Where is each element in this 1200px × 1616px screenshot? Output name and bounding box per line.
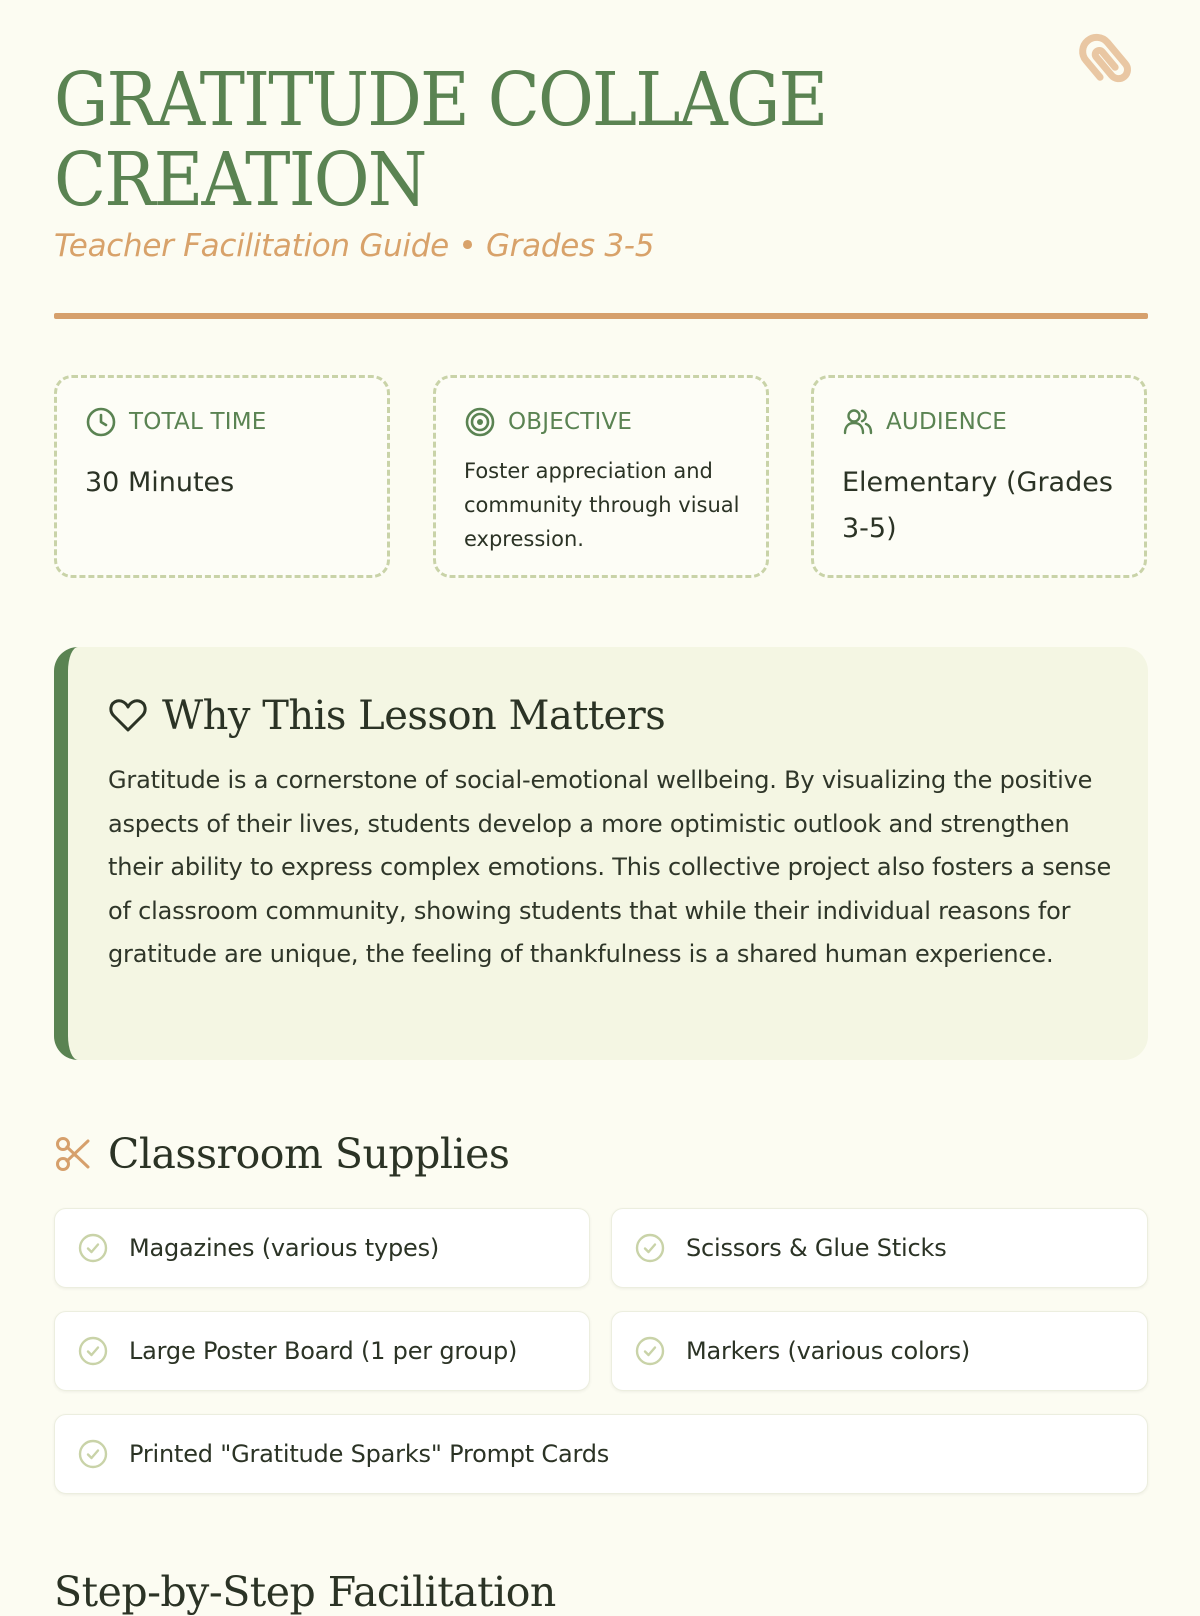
check-circle-icon bbox=[77, 1232, 109, 1264]
info-card-value: Elementary (Grades 3-5) bbox=[842, 467, 1113, 544]
info-card-value: Foster appreciation and community through visual expression. bbox=[464, 459, 740, 551]
info-card-audience bbox=[811, 375, 1147, 578]
info-card-objective bbox=[433, 375, 769, 578]
supply-item bbox=[54, 1414, 1148, 1494]
paperclip-icon bbox=[1068, 30, 1148, 106]
why-heading-text: Why This Lesson Matters bbox=[162, 693, 666, 739]
supply-item-label: Printed "Gratitude Sparks" Prompt Cards bbox=[129, 1440, 610, 1468]
clock-icon bbox=[85, 406, 117, 438]
check-circle-icon bbox=[77, 1335, 109, 1367]
lesson-page bbox=[54, 0, 1148, 1616]
info-card-head bbox=[464, 406, 632, 438]
supply-item bbox=[611, 1311, 1148, 1391]
facilitation-heading: Step-by-Step Facilitation bbox=[54, 1568, 556, 1616]
header-divider bbox=[54, 313, 1148, 319]
check-circle-icon bbox=[634, 1232, 666, 1264]
info-card-label: TOTAL TIME bbox=[129, 409, 267, 435]
users-icon bbox=[842, 406, 874, 438]
target-icon bbox=[464, 406, 496, 438]
info-card-label: AUDIENCE bbox=[886, 409, 1007, 435]
supply-item-label: Scissors & Glue Sticks bbox=[686, 1234, 947, 1262]
supply-item-label: Magazines (various types) bbox=[129, 1234, 440, 1262]
scissors-icon bbox=[54, 1135, 92, 1173]
supplies-heading bbox=[54, 1130, 509, 1178]
check-circle-icon bbox=[77, 1438, 109, 1470]
info-card-total-time bbox=[54, 375, 390, 578]
page-title bbox=[54, 57, 827, 223]
info-card-label: OBJECTIVE bbox=[508, 409, 633, 435]
info-card-head bbox=[85, 406, 266, 438]
info-card-value: 30 Minutes bbox=[85, 467, 235, 498]
why-body-text: Gratitude is a cornerstone of social-emotional wellbeing. By visualizing the positive aspects of their lives, students develop a more optimistic outlook and strengthen their ability to express complex emotions. This collective project also fosters a sense of classroom community, showing students that while their individual reasons for gratitude are unique, the feeling of thankfulness is a shared human experience. bbox=[108, 766, 1112, 968]
supplies-heading-text: Classroom Supplies bbox=[108, 1130, 510, 1178]
check-circle-icon bbox=[634, 1335, 666, 1367]
title-line-1: GRATITUDE COLLAGE bbox=[54, 57, 827, 143]
supply-item-label: Large Poster Board (1 per group) bbox=[129, 1337, 518, 1365]
page-subtitle: Teacher Facilitation Guide • Grades 3-5 bbox=[54, 228, 655, 264]
supply-item-label: Markers (various colors) bbox=[686, 1337, 971, 1365]
heart-icon bbox=[108, 696, 148, 736]
why-lesson-matters-panel bbox=[54, 647, 1148, 1060]
supply-item bbox=[54, 1311, 590, 1391]
why-heading bbox=[108, 693, 665, 739]
supply-item bbox=[611, 1208, 1148, 1288]
supply-item bbox=[54, 1208, 590, 1288]
title-line-2: CREATION bbox=[54, 137, 426, 223]
info-card-head bbox=[842, 406, 1007, 438]
